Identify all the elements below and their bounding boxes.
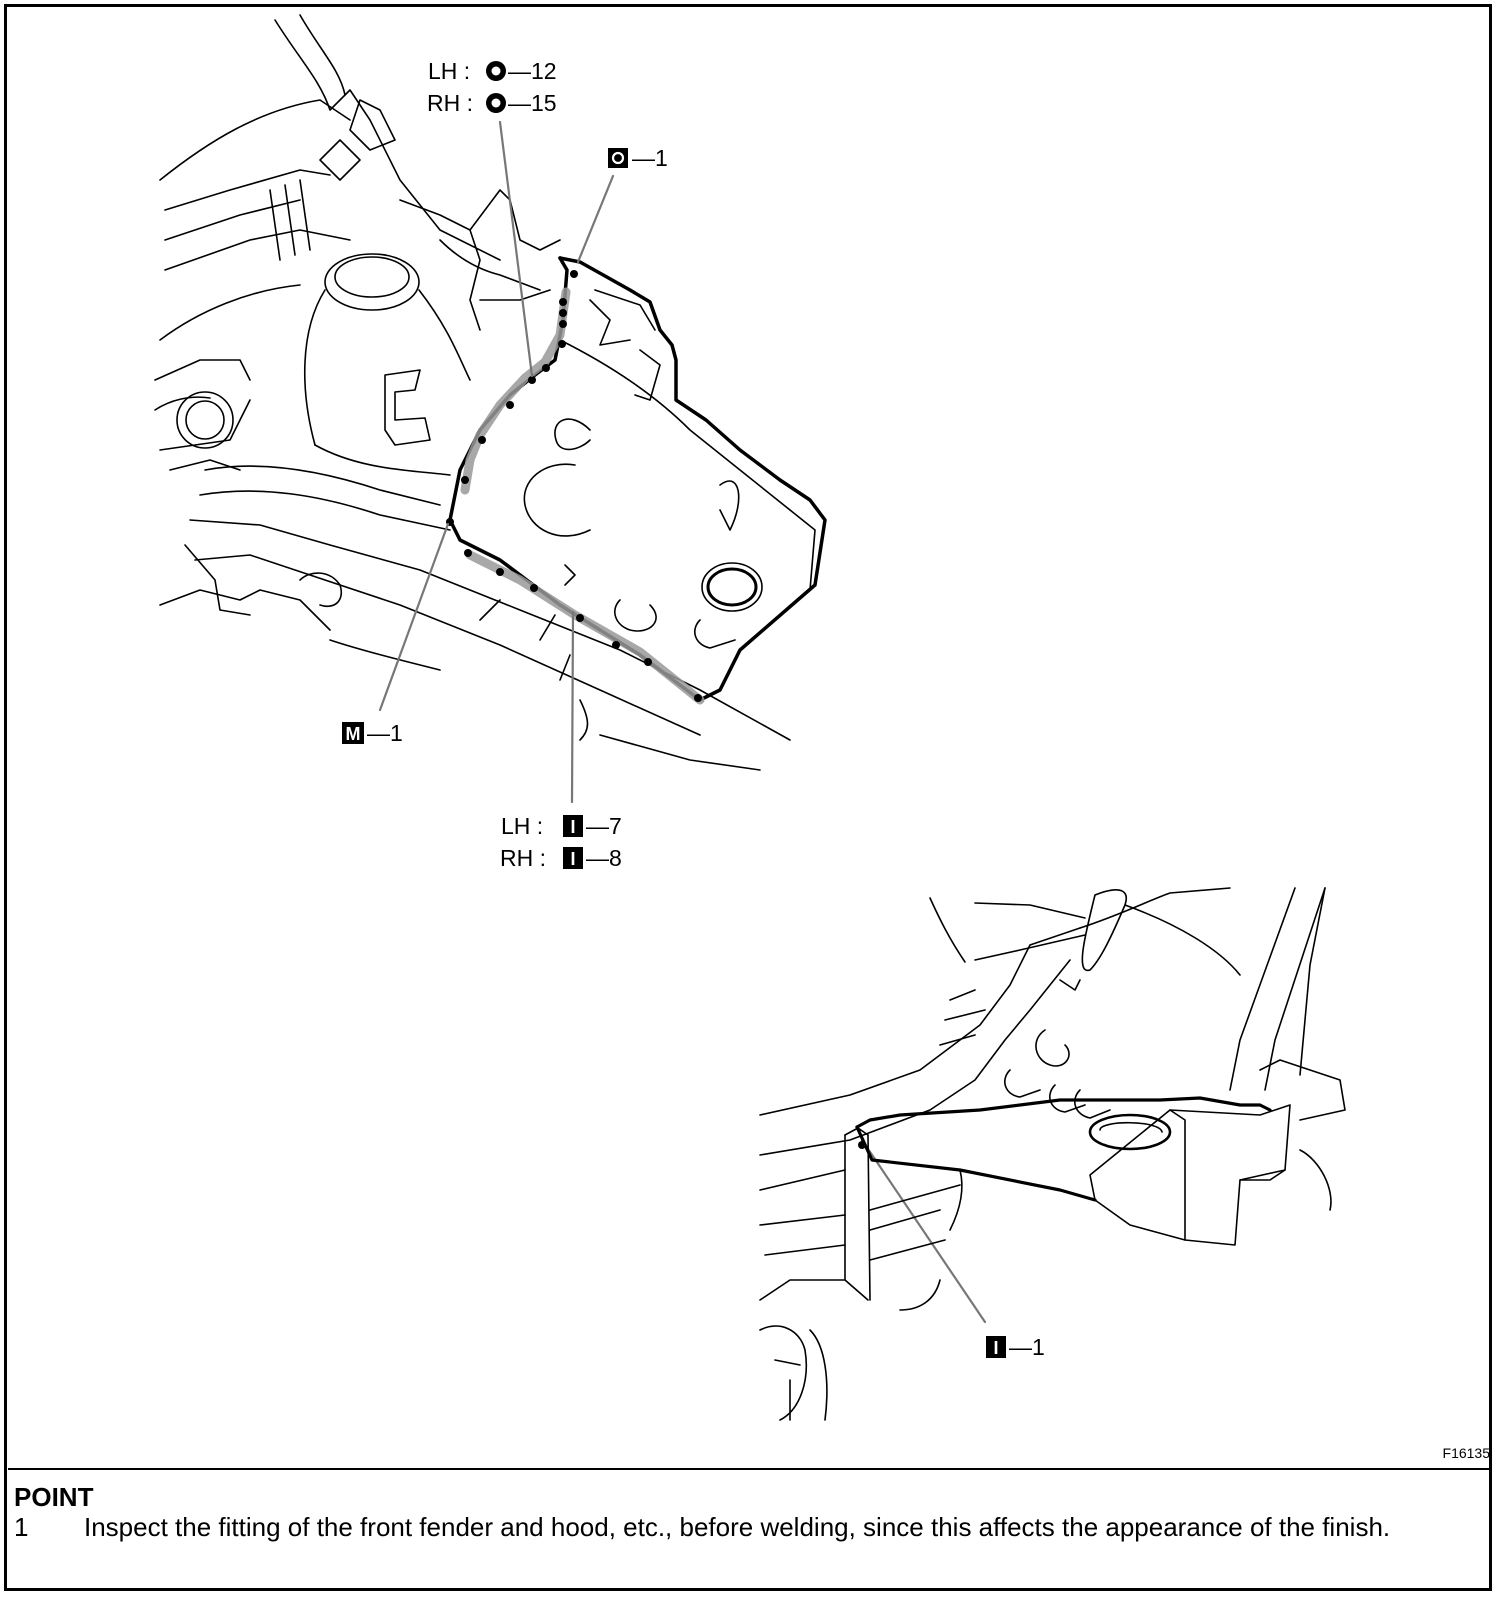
svg-text:M: M — [345, 724, 361, 744]
wheel-apron-panel — [450, 258, 825, 700]
label-rh-top — [427, 90, 557, 116]
svg-text:I: I — [570, 849, 576, 869]
svg-text:—7: —7 — [586, 813, 622, 839]
label-lh-top — [428, 58, 557, 84]
svg-text:I: I — [570, 817, 576, 837]
detail-weld-spot — [858, 1141, 866, 1149]
point-section — [14, 1482, 1484, 1543]
svg-text:—12: —12 — [508, 58, 557, 84]
svg-text:—8: —8 — [586, 845, 622, 871]
point-title: POINT — [14, 1482, 94, 1512]
figure-code: F16135 — [1442, 1445, 1490, 1461]
point-item — [14, 1512, 1484, 1543]
engine-compartment-drawing — [155, 15, 790, 770]
label-m-box — [342, 720, 403, 746]
svg-text:—1: —1 — [632, 145, 668, 171]
label-o-box — [608, 145, 668, 171]
svg-text:LH :: LH : — [428, 58, 471, 84]
svg-text:LH :: LH : — [501, 813, 544, 839]
svg-text:RH :: RH : — [427, 90, 473, 116]
svg-text:—1: —1 — [1009, 1334, 1045, 1360]
svg-text:I: I — [993, 1338, 999, 1358]
svg-text:RH :: RH : — [500, 845, 546, 871]
divider — [8, 1468, 1492, 1470]
weld-highlight-bands — [465, 292, 700, 700]
label-rh-bottom — [500, 845, 622, 871]
label-lh-bottom — [501, 813, 622, 839]
point-text: Inspect the fitting of the front fender and hood, etc., before welding, since this affects the appearance of the finish. — [84, 1512, 1391, 1542]
detail-view-drawing — [760, 888, 1345, 1420]
point-number: 1 — [14, 1512, 29, 1542]
svg-text:—1: —1 — [367, 720, 403, 746]
svg-text:—15: —15 — [508, 90, 557, 116]
label-i-detail — [986, 1334, 1045, 1360]
